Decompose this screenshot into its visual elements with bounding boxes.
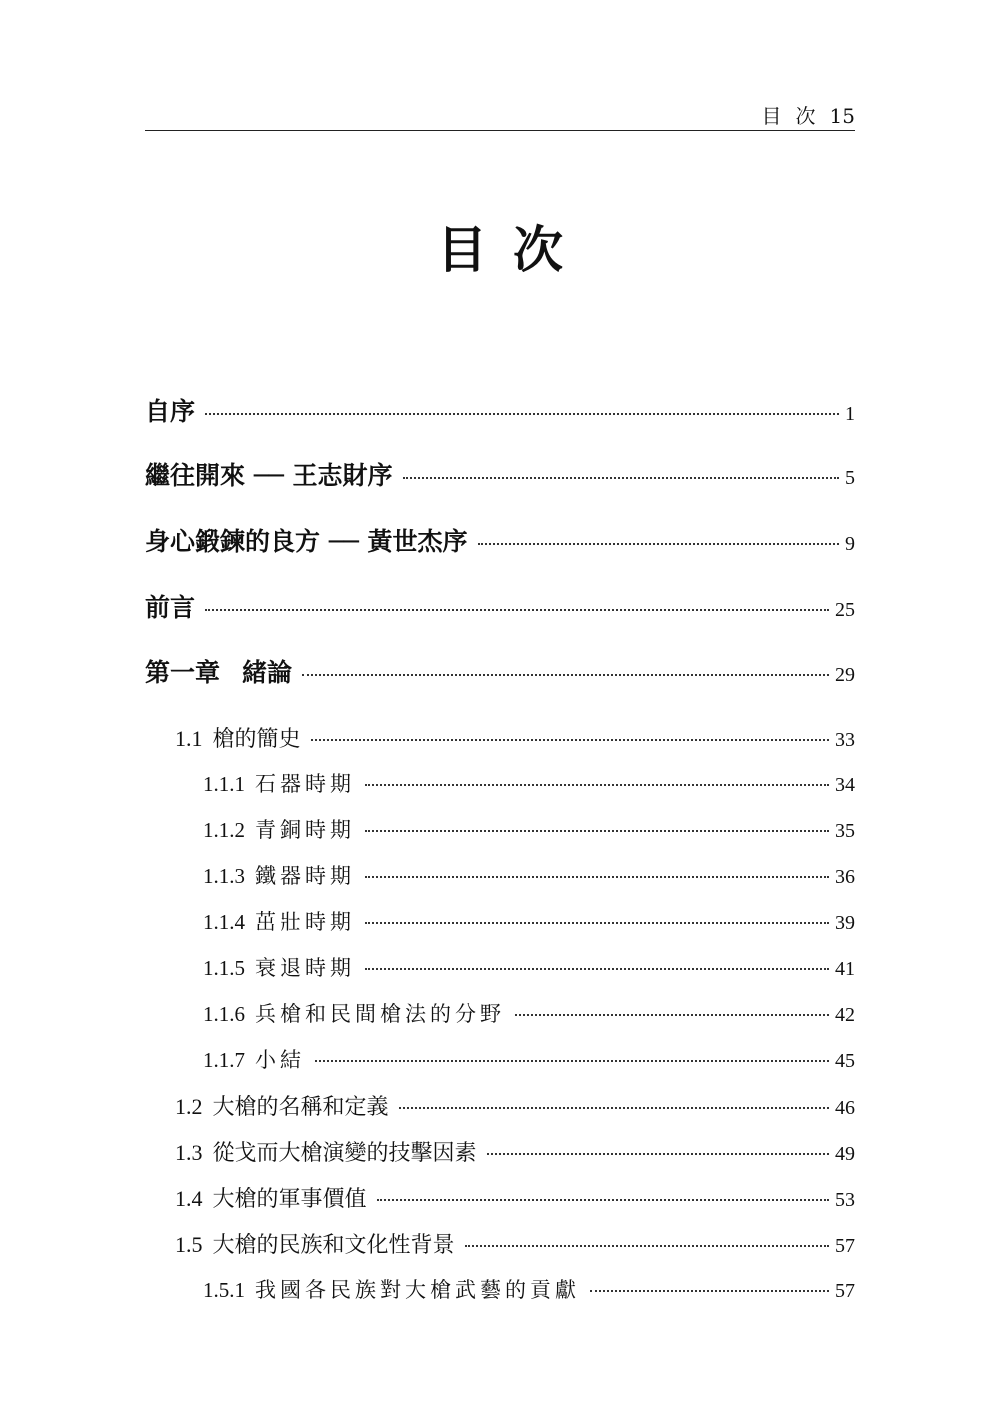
toc-entry-title bbox=[175, 1228, 455, 1259]
toc-entry[interactable] bbox=[203, 814, 855, 844]
toc-entry-title: 身心鍛鍊的良方 ── 黃世杰序 bbox=[145, 527, 468, 556]
dot-leader bbox=[365, 922, 829, 924]
toc-entry-title bbox=[203, 860, 355, 890]
dot-leader bbox=[478, 543, 839, 545]
toc-entry-page: 45 bbox=[835, 1050, 855, 1072]
toc-entry-title bbox=[203, 814, 355, 844]
dot-leader bbox=[365, 968, 829, 970]
toc-entry-number: 1.1.4 bbox=[203, 910, 245, 934]
dot-leader bbox=[515, 1014, 829, 1016]
toc-entry-page: 5 bbox=[845, 467, 855, 489]
toc-entry-text: 鐵器時期 bbox=[255, 864, 355, 888]
dot-leader bbox=[365, 876, 829, 878]
toc-entry-text: 兵槍和民間槍法的分野 bbox=[255, 1002, 505, 1026]
toc-entry-text: 衰退時期 bbox=[255, 956, 355, 980]
toc-entry[interactable] bbox=[145, 456, 855, 492]
toc-entry-page: 57 bbox=[835, 1235, 855, 1257]
dot-leader bbox=[365, 830, 829, 832]
toc-entry-page: 49 bbox=[835, 1143, 855, 1165]
toc-entry-page: 1 bbox=[845, 403, 855, 425]
dot-leader bbox=[205, 413, 839, 415]
toc-entry[interactable] bbox=[203, 1274, 855, 1304]
page-title: 目次 bbox=[437, 221, 589, 279]
toc-entry-title: 繼往開來 ── 王志財序 bbox=[145, 461, 393, 490]
toc-entry[interactable] bbox=[145, 653, 855, 689]
toc-entry-page: 25 bbox=[835, 599, 855, 621]
toc-entry-text: 大槍的軍事價值 bbox=[212, 1187, 367, 1212]
toc-entry-text: 石器時期 bbox=[255, 772, 355, 796]
toc-entry-page: 9 bbox=[845, 533, 855, 555]
toc-entry-number: 1.5.1 bbox=[203, 1278, 245, 1302]
toc-entry-page: 34 bbox=[835, 774, 855, 796]
toc-entry-page: 36 bbox=[835, 866, 855, 888]
toc-entry-number: 1.1.3 bbox=[203, 864, 245, 888]
toc-entry-text: 大槍的名稱和定義 bbox=[212, 1095, 389, 1120]
toc-entry-page: 33 bbox=[835, 729, 855, 751]
dot-leader bbox=[315, 1060, 829, 1062]
dot-leader bbox=[399, 1107, 829, 1109]
toc-entry[interactable] bbox=[145, 392, 855, 428]
toc-entry-text: 槍的簡史 bbox=[212, 727, 301, 752]
toc-entry[interactable] bbox=[145, 588, 855, 624]
dot-leader bbox=[377, 1199, 829, 1201]
dot-leader bbox=[311, 739, 829, 741]
toc-entry-text: 青銅時期 bbox=[255, 818, 355, 842]
toc-entry-number: 1.1.1 bbox=[203, 772, 245, 796]
toc-entry-number: 1.3 bbox=[175, 1140, 203, 1165]
toc-entry-text: 從戈而大槍演變的技擊因素 bbox=[212, 1141, 477, 1166]
toc-entry-number: 1.1.5 bbox=[203, 956, 245, 980]
toc-entry-number: 第一章 bbox=[145, 660, 221, 687]
toc-entry-text: 我國各民族對大槍武藝的貢獻 bbox=[255, 1278, 580, 1302]
dot-leader bbox=[365, 784, 829, 786]
toc-entry-title bbox=[175, 1090, 389, 1121]
dot-leader bbox=[403, 477, 839, 479]
toc-entry-title bbox=[203, 1044, 305, 1074]
toc-entry-title bbox=[203, 952, 355, 982]
toc-entry-title bbox=[203, 906, 355, 936]
toc-entry-title bbox=[203, 1274, 580, 1304]
toc-entry-title bbox=[203, 768, 355, 798]
toc-entry[interactable] bbox=[203, 768, 855, 798]
toc-entry-page: 46 bbox=[835, 1097, 855, 1119]
toc-entry-number: 1.5 bbox=[175, 1232, 203, 1257]
toc-entry-title bbox=[145, 653, 292, 689]
toc-entry-page: 29 bbox=[835, 664, 855, 686]
header-section-title: 目次 bbox=[761, 104, 830, 128]
toc-entry-number: 1.1.2 bbox=[203, 818, 245, 842]
toc-entry-number: 1.2 bbox=[175, 1094, 203, 1119]
dot-leader bbox=[487, 1153, 829, 1155]
dot-leader bbox=[205, 609, 829, 611]
toc-entry-text: 緒論 bbox=[242, 658, 293, 687]
running-header-text bbox=[762, 100, 855, 129]
toc-entry-title: 自序 bbox=[145, 397, 196, 426]
running-header bbox=[145, 96, 855, 131]
toc-entry-text: 小結 bbox=[255, 1048, 305, 1072]
toc-entry-title: 前言 bbox=[145, 593, 196, 622]
toc-entry-number: 1.1 bbox=[175, 726, 203, 751]
toc-entry-text: 茁壯時期 bbox=[255, 910, 355, 934]
toc-entry-page: 42 bbox=[835, 1004, 855, 1026]
dot-leader bbox=[590, 1290, 829, 1292]
toc-entry-page: 53 bbox=[835, 1189, 855, 1211]
toc-entry[interactable] bbox=[175, 1228, 855, 1259]
dot-leader bbox=[465, 1245, 829, 1247]
toc-entry-page: 41 bbox=[835, 958, 855, 980]
toc-entry-text: 大槍的民族和文化性背景 bbox=[212, 1233, 455, 1258]
toc-entry-page: 57 bbox=[835, 1280, 855, 1302]
toc-entry[interactable] bbox=[203, 860, 855, 890]
header-page-number: 15 bbox=[829, 104, 855, 128]
toc-entry[interactable] bbox=[203, 1044, 855, 1074]
toc-entry[interactable] bbox=[145, 522, 855, 558]
toc-entry[interactable] bbox=[175, 1182, 855, 1213]
toc-entry-page: 35 bbox=[835, 820, 855, 842]
toc-entry-number: 1.1.7 bbox=[203, 1048, 245, 1072]
toc-entry[interactable] bbox=[175, 1136, 855, 1167]
dot-leader bbox=[302, 674, 829, 676]
toc-entry[interactable] bbox=[203, 952, 855, 982]
toc-entry-page: 39 bbox=[835, 912, 855, 934]
toc-entry-title bbox=[175, 1182, 367, 1213]
toc-entry[interactable] bbox=[175, 722, 855, 753]
toc-entry-title bbox=[175, 722, 301, 753]
toc-entry-title bbox=[175, 1136, 477, 1167]
toc-entry[interactable] bbox=[203, 998, 855, 1028]
toc-entry-number: 1.1.6 bbox=[203, 1002, 245, 1026]
toc-entry-number: 1.4 bbox=[175, 1186, 203, 1211]
toc-entry[interactable] bbox=[175, 1090, 855, 1121]
toc-entry[interactable] bbox=[203, 906, 855, 936]
toc-entry-title bbox=[203, 998, 505, 1028]
